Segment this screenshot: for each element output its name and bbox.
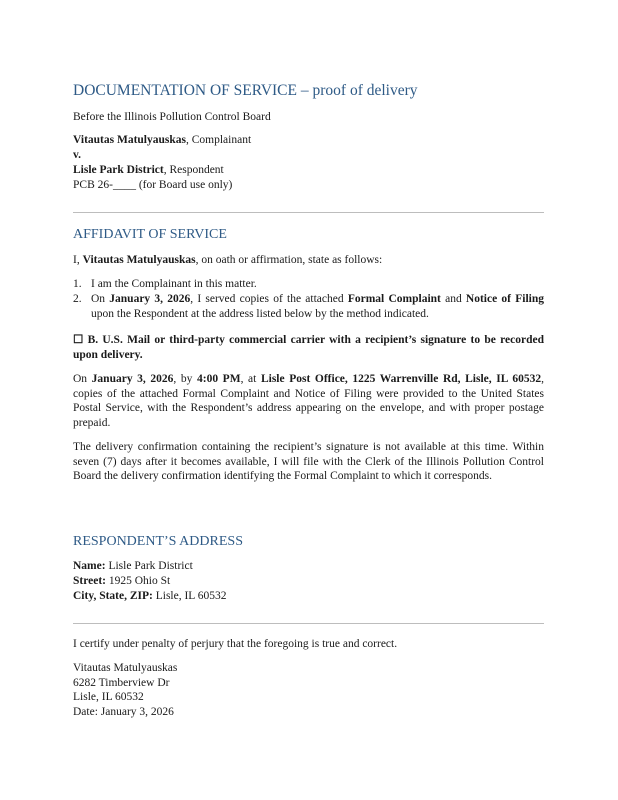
- complainant-role: , Complainant: [186, 134, 252, 146]
- signer-address-line1: 6282 Timberview Dr: [73, 676, 170, 689]
- caption-versus: v.: [73, 149, 81, 161]
- divider: [73, 623, 544, 624]
- list-item: 1. I am the Complainant in this matter.: [73, 278, 257, 290]
- complainant-name: Vitautas Matulyauskas: [73, 134, 186, 146]
- respondent-role: , Respondent: [163, 164, 224, 176]
- list-item: 2. On January 3, 2026, I served copies of the attached Formal Complaint and Notice of Filing upon the Respondent at the address listed below by the method indicated.: [73, 293, 544, 320]
- divider: [73, 212, 544, 213]
- caption-complainant: [73, 133, 251, 148]
- document-title: DOCUMENTATION OF SERVICE – proof of delivery: [73, 82, 418, 99]
- signature-date: Date: January 3, 2026: [73, 705, 174, 718]
- respondent-address-heading: RESPONDENT’S ADDRESS: [73, 534, 243, 549]
- signature-block: [73, 661, 177, 719]
- respondent-city-line: City, State, ZIP: Lisle, IL 60532: [73, 590, 227, 602]
- signer-name: Vitautas Matulyauskas: [73, 662, 178, 674]
- confirmation-paragraph: The delivery confirmation containing the recipient’s signature is not available at this time. Within seven (7) days after it becomes available, I will file with the Clerk of the Illinois Pollution Control Board the delivery confirmation identifying the Formal Complaint to which it corresponds.: [73, 441, 544, 482]
- certification: I certify under penalty of perjury that the foregoing is true and correct.: [73, 638, 398, 650]
- board-name: Before the Illinois Pollution Control Board: [73, 111, 271, 123]
- checkbox-icon: ☐: [73, 334, 84, 346]
- affiant-name: Vitautas Matulyauskas: [82, 254, 196, 266]
- service-method: ☐ B. U.S. Mail or third-party commercial carrier with a recipient’s signature to be recorded upon delivery.: [73, 334, 544, 361]
- pcb-number: PCB 26-____ (for Board use only): [73, 179, 233, 191]
- caption-respondent: [73, 163, 224, 178]
- respondent-street-line: Street: 1925 Ohio St: [73, 575, 171, 587]
- respondent-name: Lisle Park District: [73, 164, 164, 176]
- affidavit-heading: AFFIDAVIT OF SERVICE: [73, 227, 227, 242]
- respondent-name-line: Name: Lisle Park District: [73, 560, 193, 572]
- service-paragraph: On January 3, 2026, by 4:00 PM, at Lisle Post Office, 1225 Warrenville Rd, Lisle, IL 60532, copies of the attached Formal Complaint and Notice of Filing were provided to the United States Postal Service, with the Respondent’s address appearing on the envelope, and with proper postage prepaid.: [73, 373, 544, 429]
- signer-address-line2: Lisle, IL 60532: [73, 691, 144, 703]
- affidavit-intro: I, Vitautas Matulyauskas, on oath or affirmation, state as follows:: [73, 254, 383, 266]
